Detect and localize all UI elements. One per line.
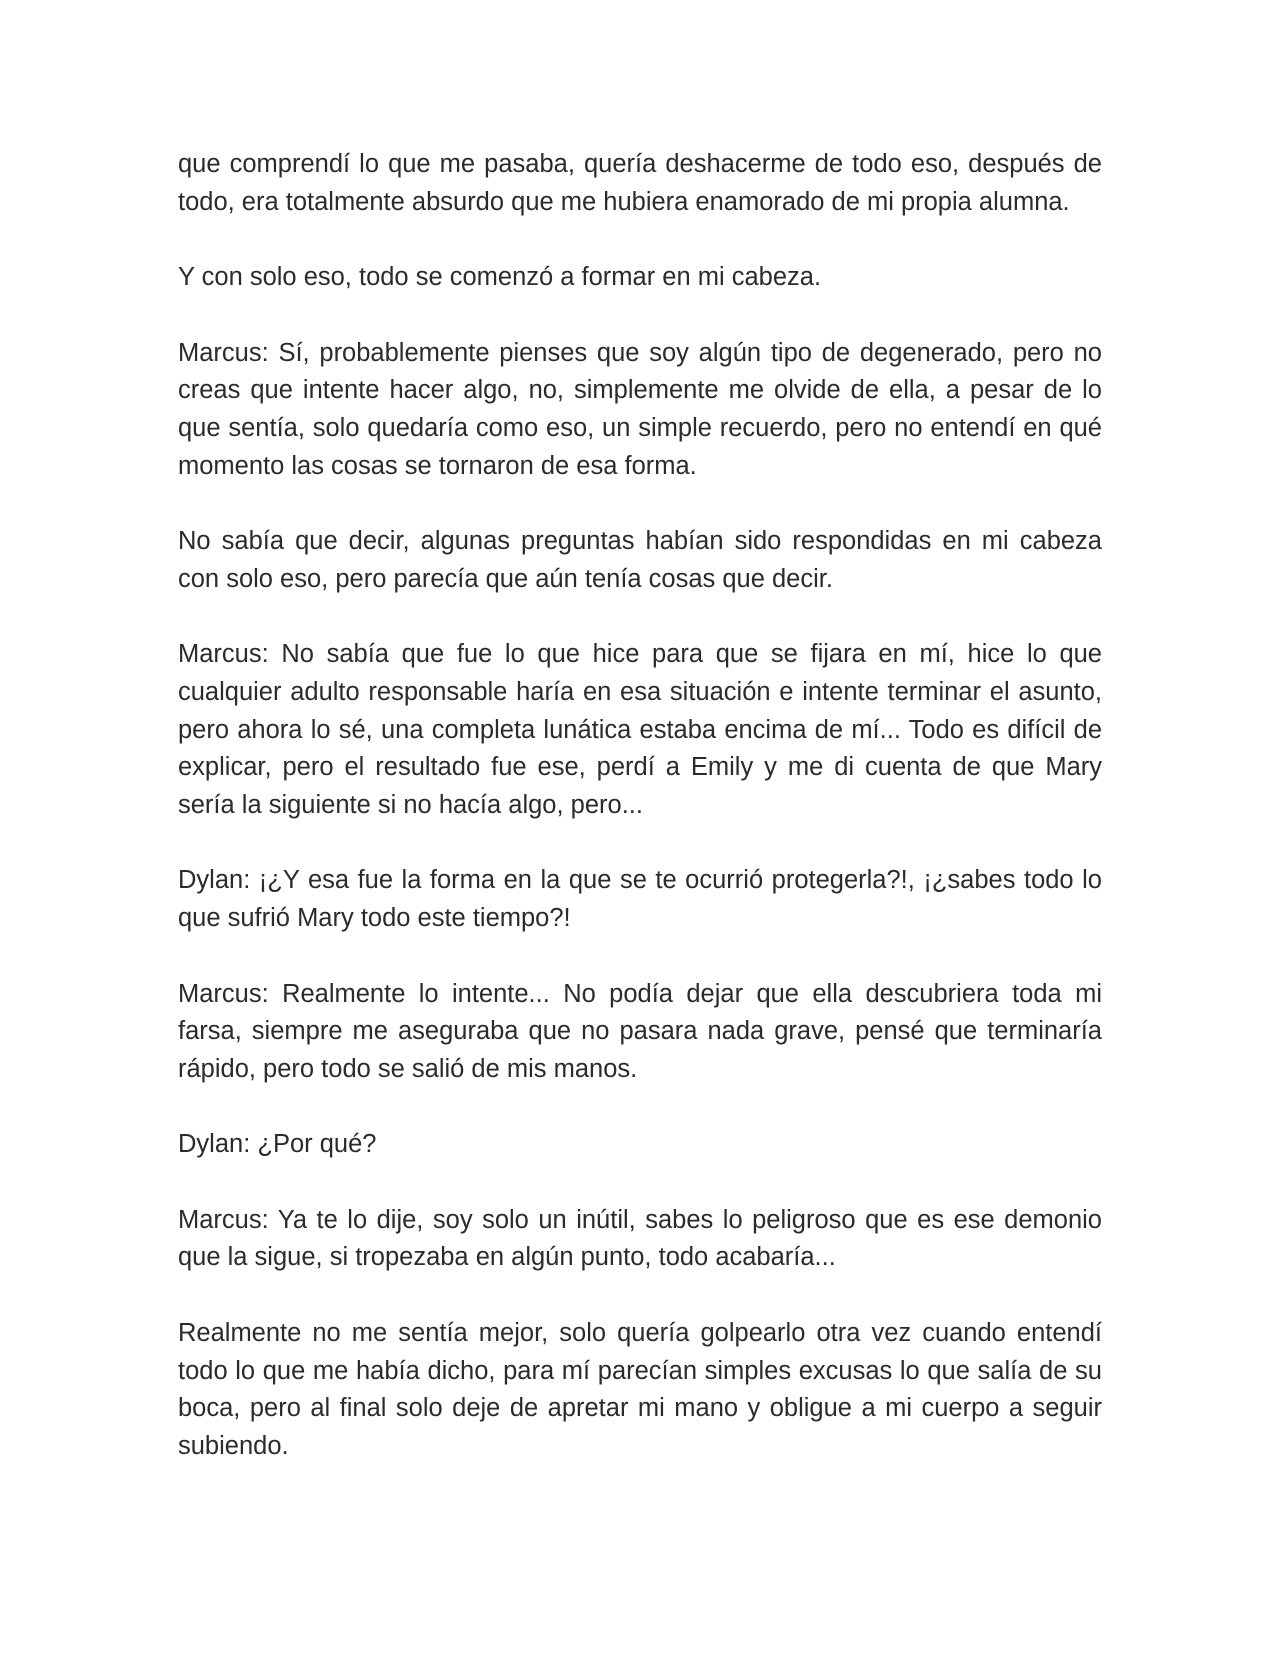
- paragraph: Marcus: No sabía que fue lo que hice para que se fijara en mí, hice lo que cualquier adulto responsable haría en esa situación e intente terminar el asunto, pero ahora lo sé, una completa lunática estaba encima de mí... Todo es difícil de explicar, pero el resultado fue ese, perdí a Emily y me di cuenta de que Mary sería la siguiente si no hacía algo, pero...: [178, 640, 1102, 819]
- paragraph: No sabía que decir, algunas preguntas habían sido respondidas en mi cabeza con solo eso, pero parecía que aún tenía cosas que decir.: [178, 527, 1102, 593]
- paragraph: Y con solo eso, todo se comenzó a formar en mi cabeza.: [178, 263, 822, 292]
- paragraph: Dylan: ¿Por qué?: [178, 1130, 377, 1159]
- paragraph: Marcus: Ya te lo dije, soy solo un inútil, sabes lo peligroso que es ese demonio que la sigue, si tropezaba en algún punto, todo acabaría...: [178, 1205, 1102, 1272]
- paragraph: Marcus: Sí, probablemente pienses que soy algún tipo de degenerado, pero no creas que intente hacer algo, no, simplemente me olvide de ella, a pesar de lo que sentía, solo quedaría como eso, un simple recuerdo, pero no entendí en qué momento las cosas se tornaron de esa forma.: [178, 338, 1102, 480]
- paragraph: Dylan: ¡¿Y esa fue la forma en la que se te ocurrió protegerla?!, ¡¿sabes todo lo que sufrió Mary todo este tiempo?!: [178, 866, 1102, 932]
- document-page: [178, 146, 1102, 1503]
- paragraph: que comprendí lo que me pasaba, quería deshacerme de todo eso, después de todo, era totalmente absurdo que me hubiera enamorado de mi propia alumna.: [178, 150, 1102, 216]
- paragraph: Realmente no me sentía mejor, solo quería golpearlo otra vez cuando entendí todo lo que me había dicho, para mí parecían simples excusas lo que salía de su boca, pero al final solo deje de apretar mi mano y obligue a mi cuerpo a seguir subiendo.: [178, 1319, 1102, 1460]
- paragraph: Marcus: Realmente lo intente... No podía dejar que ella descubriera toda mi farsa, siempre me aseguraba que no pasara nada grave, pensé que terminaría rápido, pero todo se salió de mis manos.: [178, 979, 1102, 1083]
